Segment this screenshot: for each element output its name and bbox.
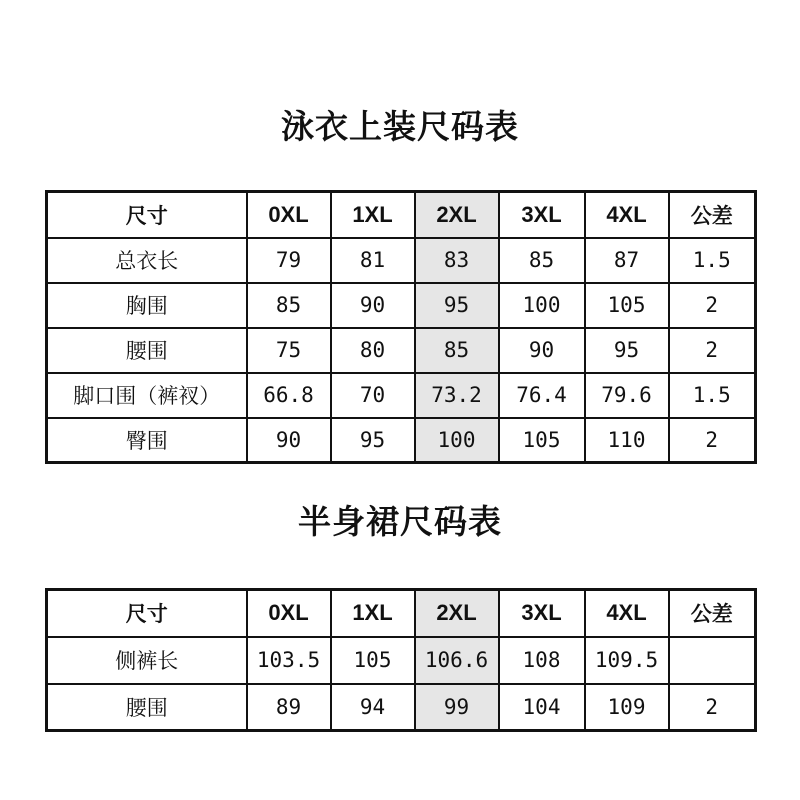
table-cell: 79 bbox=[247, 238, 331, 283]
table-header-row bbox=[47, 590, 756, 637]
table-cell bbox=[669, 637, 756, 684]
header-size: 尺寸 bbox=[47, 590, 247, 637]
table-cell: 108 bbox=[499, 637, 585, 684]
table-cell: 89 bbox=[247, 684, 331, 731]
table-row bbox=[47, 328, 756, 373]
header-tolerance: 公差 bbox=[669, 192, 756, 238]
row-label: 臀围 bbox=[47, 418, 247, 463]
row-label: 腰围 bbox=[47, 684, 247, 731]
header-0xl: 0XL bbox=[247, 192, 331, 238]
table-row bbox=[47, 238, 756, 283]
table-cell: 109.5 bbox=[585, 637, 669, 684]
table-cell: 85 bbox=[415, 328, 499, 373]
table-cell: 85 bbox=[247, 283, 331, 328]
table-cell: 2 bbox=[669, 283, 756, 328]
table-cell: 2 bbox=[669, 328, 756, 373]
table-row bbox=[47, 283, 756, 328]
row-label: 脚口围（裤衩） bbox=[47, 373, 247, 418]
bottom-table-title: 半身裙尺码表 bbox=[298, 502, 502, 541]
header-2xl: 2XL bbox=[415, 590, 499, 637]
table-cell: 2 bbox=[669, 684, 756, 731]
table-cell: 100 bbox=[415, 418, 499, 463]
table-cell: 105 bbox=[585, 283, 669, 328]
table-cell: 73.2 bbox=[415, 373, 499, 418]
table-cell: 104 bbox=[499, 684, 585, 731]
swimwear-top-size-table bbox=[45, 190, 757, 464]
table-cell: 90 bbox=[247, 418, 331, 463]
table-cell: 1.5 bbox=[669, 373, 756, 418]
table-cell: 95 bbox=[331, 418, 415, 463]
table-cell: 1.5 bbox=[669, 238, 756, 283]
header-1xl: 1XL bbox=[331, 192, 415, 238]
row-label: 总衣长 bbox=[47, 238, 247, 283]
table-cell: 90 bbox=[499, 328, 585, 373]
header-2xl: 2XL bbox=[415, 192, 499, 238]
table-cell: 110 bbox=[585, 418, 669, 463]
table-cell: 87 bbox=[585, 238, 669, 283]
table-cell: 76.4 bbox=[499, 373, 585, 418]
header-4xl: 4XL bbox=[585, 192, 669, 238]
table-cell: 75 bbox=[247, 328, 331, 373]
table-row bbox=[47, 418, 756, 463]
table-cell: 95 bbox=[415, 283, 499, 328]
table-cell: 90 bbox=[331, 283, 415, 328]
skirt-size-table bbox=[45, 588, 757, 732]
header-0xl: 0XL bbox=[247, 590, 331, 637]
row-label: 腰围 bbox=[47, 328, 247, 373]
table-cell: 94 bbox=[331, 684, 415, 731]
header-1xl: 1XL bbox=[331, 590, 415, 637]
table-cell: 100 bbox=[499, 283, 585, 328]
table-cell: 103.5 bbox=[247, 637, 331, 684]
header-4xl: 4XL bbox=[585, 590, 669, 637]
table-cell: 105 bbox=[499, 418, 585, 463]
table-cell: 95 bbox=[585, 328, 669, 373]
table-cell: 66.8 bbox=[247, 373, 331, 418]
table-header-row bbox=[47, 192, 756, 238]
header-3xl: 3XL bbox=[499, 192, 585, 238]
table-cell: 80 bbox=[331, 328, 415, 373]
header-size: 尺寸 bbox=[47, 192, 247, 238]
table-cell: 79.6 bbox=[585, 373, 669, 418]
table-cell: 83 bbox=[415, 238, 499, 283]
table-cell: 2 bbox=[669, 418, 756, 463]
table-row bbox=[47, 373, 756, 418]
header-tolerance: 公差 bbox=[669, 590, 756, 637]
row-label: 胸围 bbox=[47, 283, 247, 328]
table-cell: 81 bbox=[331, 238, 415, 283]
table-row bbox=[47, 637, 756, 684]
table-cell: 109 bbox=[585, 684, 669, 731]
table-cell: 85 bbox=[499, 238, 585, 283]
table-cell: 105 bbox=[331, 637, 415, 684]
table-row bbox=[47, 684, 756, 731]
row-label: 侧裤长 bbox=[47, 637, 247, 684]
table-cell: 70 bbox=[331, 373, 415, 418]
top-table-title: 泳衣上装尺码表 bbox=[281, 107, 519, 146]
table-cell: 106.6 bbox=[415, 637, 499, 684]
table-cell: 99 bbox=[415, 684, 499, 731]
header-3xl: 3XL bbox=[499, 590, 585, 637]
